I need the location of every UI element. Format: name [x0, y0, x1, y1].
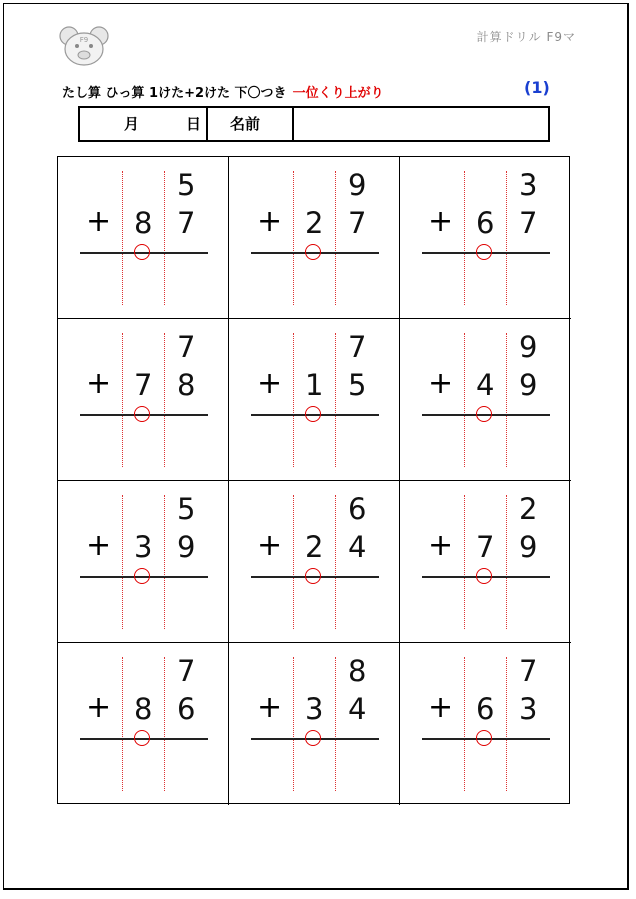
carry-circle[interactable] — [305, 406, 321, 422]
top-addend: 8 — [348, 654, 367, 688]
plus-sign: + — [257, 690, 283, 725]
carry-circle[interactable] — [134, 730, 150, 746]
top-addend: 7 — [177, 330, 196, 364]
bottom-addend-tens: 3 — [134, 530, 153, 564]
bottom-addend-ones: 5 — [348, 368, 367, 402]
top-addend: 5 — [177, 492, 196, 526]
sheet-number: (1) — [524, 78, 550, 97]
plus-sign: + — [257, 204, 283, 239]
problem-grid — [57, 156, 570, 804]
ones-guide-line — [506, 657, 507, 791]
plus-sign: + — [428, 204, 454, 239]
problem-card — [58, 481, 229, 643]
bottom-addend-ones: 9 — [519, 368, 538, 402]
top-addend: 5 — [177, 168, 196, 202]
top-addend: 6 — [348, 492, 367, 526]
problem-card — [58, 319, 229, 481]
carry-circle[interactable] — [476, 730, 492, 746]
bottom-addend-tens: 7 — [476, 530, 495, 564]
ones-guide-line — [335, 657, 336, 791]
plus-sign: + — [428, 528, 454, 563]
problem-card — [58, 157, 229, 319]
top-addend: 9 — [348, 168, 367, 202]
top-addend: 7 — [519, 654, 538, 688]
bottom-addend-tens: 4 — [476, 368, 495, 402]
bottom-addend-tens: 8 — [134, 692, 153, 726]
ones-guide-line — [506, 333, 507, 467]
svg-text:F9: F9 — [79, 36, 89, 44]
tens-guide-line — [293, 333, 294, 467]
name-box-divider — [206, 108, 208, 140]
day-label: 日 — [186, 115, 202, 133]
problem-card — [229, 481, 400, 643]
tens-guide-line — [464, 171, 465, 305]
bottom-addend-ones: 8 — [177, 368, 196, 402]
plus-sign: + — [257, 366, 283, 401]
tens-guide-line — [122, 171, 123, 305]
ones-guide-line — [335, 333, 336, 467]
bottom-addend-tens: 7 — [134, 368, 153, 402]
bottom-addend-tens: 8 — [134, 206, 153, 240]
ones-guide-line — [506, 171, 507, 305]
top-addend: 3 — [519, 168, 538, 202]
ones-guide-line — [164, 495, 165, 629]
name-box-divider — [292, 108, 294, 140]
top-addend: 9 — [519, 330, 538, 364]
plus-sign: + — [428, 690, 454, 725]
date-name-box — [78, 106, 550, 142]
bottom-addend-tens: 1 — [305, 368, 324, 402]
carry-circle[interactable] — [305, 730, 321, 746]
tens-guide-line — [293, 495, 294, 629]
brand-label: 計算ドリル F9マ — [476, 30, 576, 44]
top-addend: 7 — [348, 330, 367, 364]
tens-guide-line — [122, 657, 123, 791]
bottom-addend-tens: 3 — [305, 692, 324, 726]
ones-guide-line — [164, 171, 165, 305]
problem-card — [400, 643, 571, 805]
problem-card — [229, 157, 400, 319]
top-addend: 2 — [519, 492, 538, 526]
name-field[interactable] — [296, 108, 548, 140]
carry-circle[interactable] — [476, 406, 492, 422]
title-highlight: 一位くり上がり — [292, 86, 384, 101]
bottom-addend-tens: 6 — [476, 692, 495, 726]
worksheet-title — [62, 82, 384, 101]
carry-circle[interactable] — [134, 568, 150, 584]
tens-guide-line — [122, 495, 123, 629]
ones-guide-line — [164, 333, 165, 467]
title-text: たし算 ひっ算 1けた+2けた 下〇つき — [62, 86, 287, 101]
problem-card — [400, 157, 571, 319]
bottom-addend-ones: 6 — [177, 692, 196, 726]
problem-card — [229, 643, 400, 805]
tens-guide-line — [293, 657, 294, 791]
problem-card — [229, 319, 400, 481]
bottom-addend-ones: 7 — [519, 206, 538, 240]
problem-card — [400, 481, 571, 643]
month-label: 月 — [124, 115, 140, 133]
tens-guide-line — [293, 171, 294, 305]
name-label: 名前 — [230, 115, 261, 133]
problem-card — [400, 319, 571, 481]
ones-guide-line — [335, 171, 336, 305]
ones-guide-line — [335, 495, 336, 629]
tens-guide-line — [464, 657, 465, 791]
plus-sign: + — [86, 528, 112, 563]
plus-sign: + — [86, 366, 112, 401]
bottom-addend-ones: 4 — [348, 692, 367, 726]
plus-sign: + — [428, 366, 454, 401]
carry-circle[interactable] — [134, 244, 150, 260]
carry-circle[interactable] — [476, 244, 492, 260]
bottom-addend-ones: 3 — [519, 692, 538, 726]
carry-circle[interactable] — [305, 244, 321, 260]
ones-guide-line — [506, 495, 507, 629]
carry-circle[interactable] — [476, 568, 492, 584]
carry-circle[interactable] — [134, 406, 150, 422]
plus-sign: + — [257, 528, 283, 563]
bottom-addend-tens: 6 — [476, 206, 495, 240]
bottom-addend-ones: 7 — [177, 206, 196, 240]
bottom-addend-tens: 2 — [305, 206, 324, 240]
bear-logo-icon — [57, 24, 111, 68]
bottom-addend-ones: 9 — [177, 530, 196, 564]
top-addend: 7 — [177, 654, 196, 688]
tens-guide-line — [464, 333, 465, 467]
problem-card — [58, 643, 229, 805]
plus-sign: + — [86, 690, 112, 725]
carry-circle[interactable] — [305, 568, 321, 584]
tens-guide-line — [122, 333, 123, 467]
ones-guide-line — [164, 657, 165, 791]
bottom-addend-tens: 2 — [305, 530, 324, 564]
bottom-addend-ones: 9 — [519, 530, 538, 564]
bottom-addend-ones: 4 — [348, 530, 367, 564]
plus-sign: + — [86, 204, 112, 239]
tens-guide-line — [464, 495, 465, 629]
bottom-addend-ones: 7 — [348, 206, 367, 240]
